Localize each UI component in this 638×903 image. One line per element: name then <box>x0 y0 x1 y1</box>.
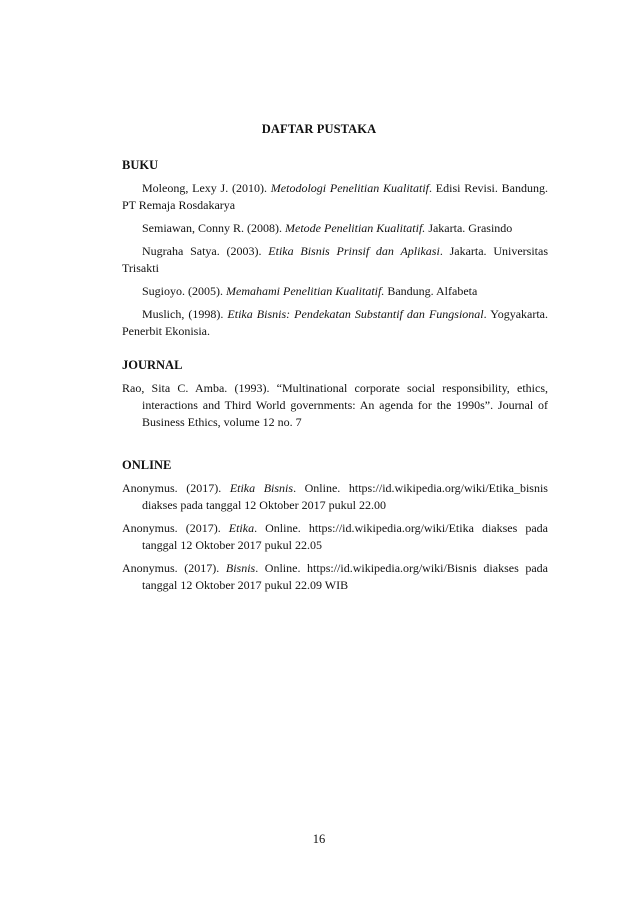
reference-item: Semiawan, Conny R. (2008). Metode Penelitian Kualitatif. Jakarta. Grasindo <box>142 221 513 235</box>
reference-item: Anonymus. (2017). Etika. Online. https://id.wikipedia.org/wiki/Etika diakses pada tanggal 12 Oktober 2017 pukul 22.05 <box>122 521 548 552</box>
reference-item: Anonymus. (2017). Etika Bisnis. Online. https://id.wikipedia.org/wiki/Etika_bisnis diakses pada tanggal 12 Oktober 2017 pukul 22.00 <box>122 481 548 512</box>
section-heading-buku: BUKU <box>122 158 159 172</box>
reference-item: Anonymus. (2017). Bisnis. Online. https://id.wikipedia.org/wiki/Bisnis diakses pada tanggal 12 Oktober 2017 pukul 22.09 WIB <box>122 561 548 592</box>
reference-item: Rao, Sita C. Amba. (1993). “Multinational corporate social responsibility, ethics, interactions and Third World governments: An agenda for the 1990s”. Journal of Business Ethics, volume 12 no. 7 <box>122 381 548 429</box>
reference-item: Sugioyo. (2005). Memahami Penelitian Kualitatif. Bandung. Alfabeta <box>142 284 478 298</box>
page-number: 16 <box>312 832 326 846</box>
section-online <box>122 457 548 600</box>
section-heading-journal: JOURNAL <box>122 358 183 372</box>
section-buku <box>122 157 548 346</box>
section-heading-online: ONLINE <box>122 458 172 472</box>
reference-item: Muslich, (1998). Etika Bisnis: Pendekatan Substantif dan Fungsional. Yogyakarta. Penerbit Ekonisia. <box>122 307 548 338</box>
reference-item: Moleong, Lexy J. (2010). Metodologi Penelitian Kualitatif. Edisi Revisi. Bandung. PT Remaja Rosdakarya <box>122 181 549 212</box>
page-title: DAFTAR PUSTAKA <box>261 122 377 136</box>
reference-item: Nugraha Satya. (2003). Etika Bisnis Prinsif dan Aplikasi. Jakarta. Universitas Trisakti <box>122 244 548 275</box>
section-journal <box>122 357 548 437</box>
